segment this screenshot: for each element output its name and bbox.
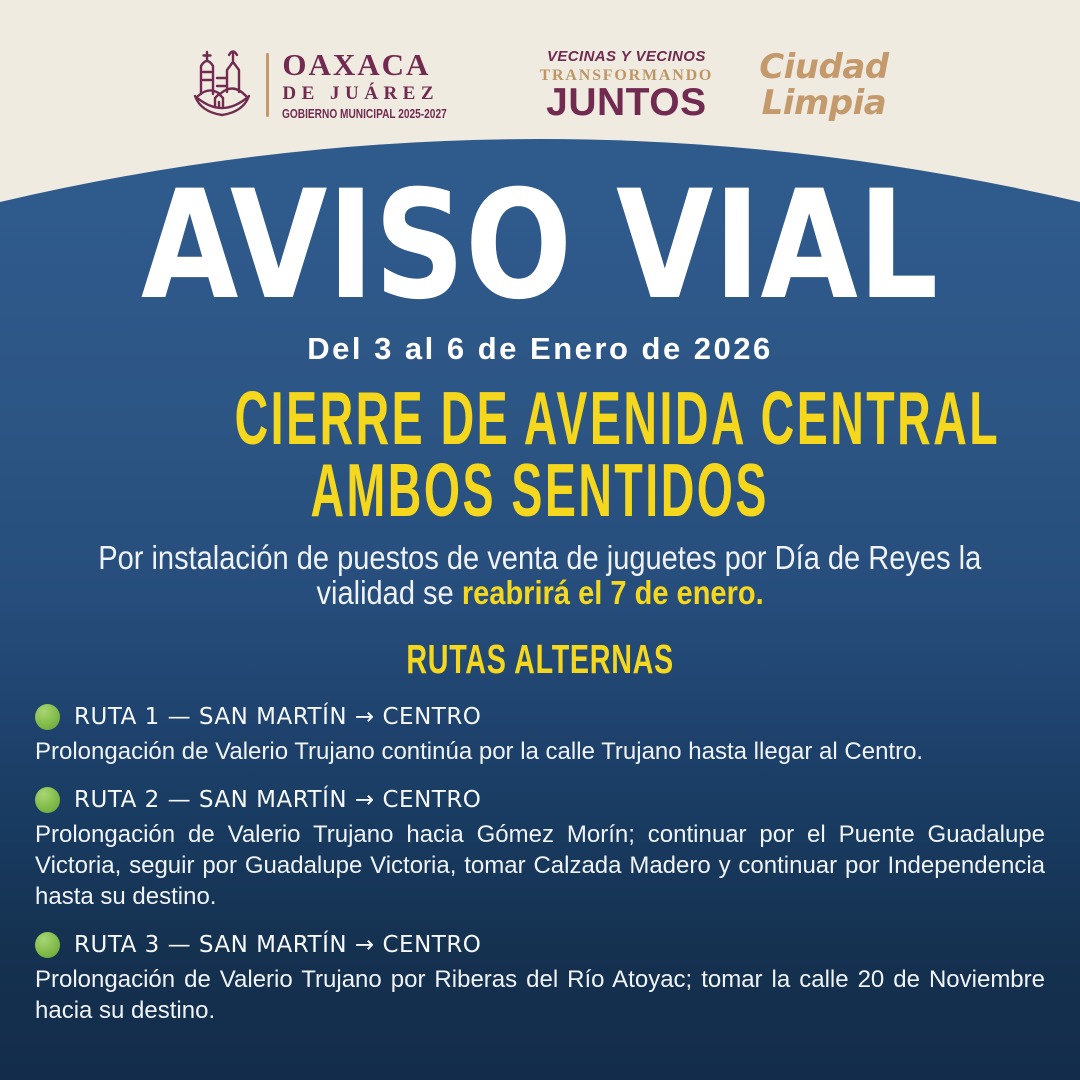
- routes-list: [35, 702, 1045, 1044]
- intro-paragraph: [0, 540, 1080, 610]
- ciudad-limpia-line1: Ciudad: [759, 47, 889, 87]
- oaxaca-coat-of-arms-icon: [191, 44, 253, 126]
- ciudad-limpia-logo: [759, 49, 888, 121]
- ciudad-limpia-line2: Limpia: [761, 83, 887, 123]
- reopen-date-highlight: reabrirá el 7 de enero.: [461, 574, 764, 611]
- intro-line-2: vialidad se reabrirá el 7 de enero.: [316, 574, 764, 611]
- headline-line-1: CIERRE DE AVENIDA CENTRAL: [234, 376, 1001, 460]
- headline-line-2: AMBOS SENTIDOS: [310, 448, 770, 532]
- route-description: Prolongación de Valerio Trujano hacia Gómez Morín; continuar por el Puente Guadalupe Victoria, seguir por Guadalupe Victoria, tomar Calzada Madero y continuar por Independencia hasta su destino.: [35, 821, 1045, 910]
- municipal-subtitle: DE JUÁREZ: [282, 83, 440, 104]
- route-label: RUTA 3 — SAN MARTÍN → CENTRO: [35, 930, 1045, 960]
- route-bullet-icon: [35, 787, 60, 813]
- route-item-1: [35, 702, 1045, 767]
- logo-row: [0, 44, 1080, 126]
- municipal-caption: GOBIERNO MUNICIPAL 2025-2027: [282, 106, 448, 121]
- route-bullet-icon: [35, 932, 60, 958]
- municipal-title: OAXACA: [282, 47, 431, 82]
- route-description: Prolongación de Valerio Trujano continúa por la calle Trujano hasta llegar al Centro.: [35, 738, 924, 765]
- route-label: RUTA 1 — SAN MARTÍN → CENTRO: [35, 702, 1045, 732]
- route-item-3: [35, 930, 1045, 1026]
- route-description: Prolongación de Valerio Trujano por Riberas del Río Atoyac; tomar la calle 20 de Noviembre hacia su destino.: [35, 966, 1045, 1024]
- route-item-2: [35, 785, 1045, 912]
- campaign-transformando: TRANSFORMANDO: [539, 67, 714, 84]
- intro-line-1: Por instalación de puestos de venta de juguetes por Día de Reyes la: [98, 539, 982, 576]
- route-bullet-icon: [35, 704, 60, 730]
- transformando-juntos-logo: [539, 48, 714, 124]
- notice-title: AVISO VIAL: [141, 159, 939, 333]
- campaign-tagline: VECINAS Y VECINOS: [546, 48, 706, 65]
- logo-divider: [266, 53, 269, 117]
- campaign-juntos: JUNTOS: [546, 81, 707, 124]
- route-label: RUTA 2 — SAN MARTÍN → CENTRO: [35, 785, 1045, 815]
- closure-headline: [0, 376, 1080, 532]
- routes-heading: RUTAS ALTERNAS: [406, 636, 674, 682]
- date-range: Del 3 al 6 de Enero de 2026: [307, 331, 773, 366]
- oaxaca-municipal-logo: [191, 44, 493, 126]
